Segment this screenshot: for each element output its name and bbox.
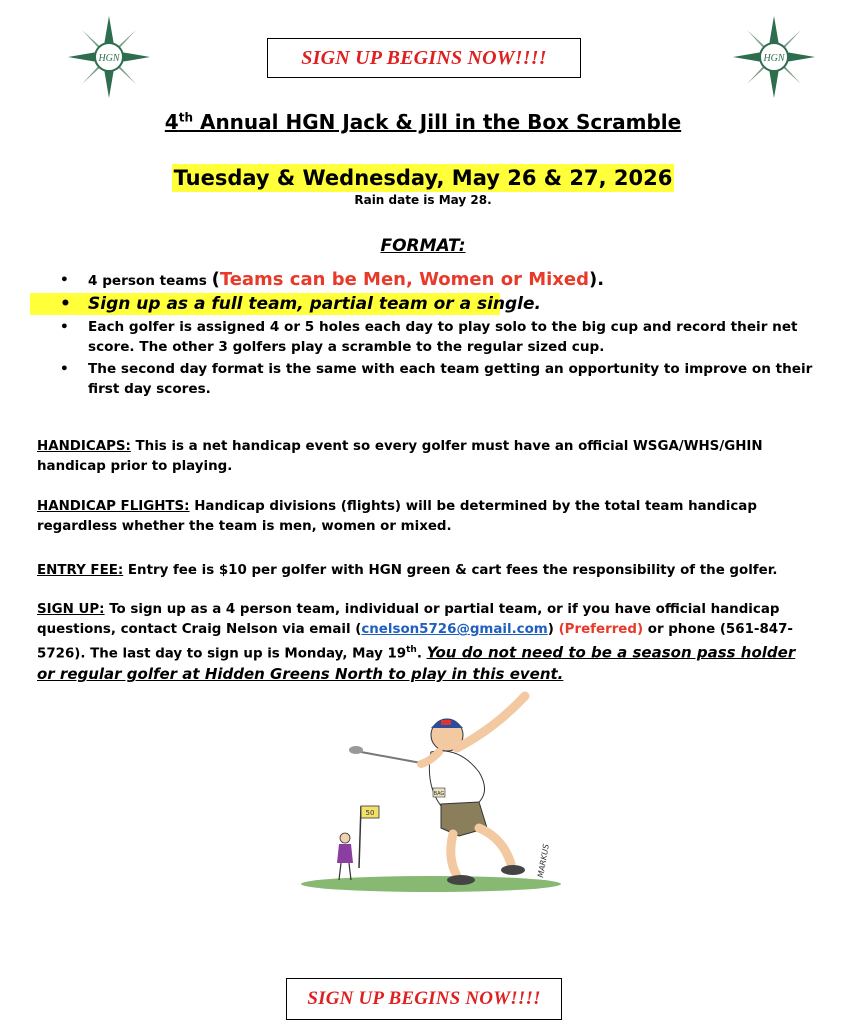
event-title: 4th Annual HGN Jack & Jill in the Box Scramble bbox=[164, 110, 682, 134]
list-item: • Each golfer is assigned 4 or 5 holes each day to play solo to the big cup and record their net score. The other 3 golfers play a scramble to the regular sized cup. bbox=[60, 319, 798, 355]
signup-banner-bottom: SIGN UP BEGINS NOW!!!! bbox=[286, 978, 562, 1020]
logo-text: HGN bbox=[763, 53, 785, 64]
rain-date: Rain date is May 28. bbox=[354, 193, 492, 207]
list-item: • 4 person teams (Teams can be Men, Women or Mixed). bbox=[60, 269, 605, 290]
left-leg bbox=[451, 834, 457, 876]
format-list bbox=[60, 270, 820, 401]
signup-section: SIGN UP: To sign up as a 4 person team, individual or partial team, or if you have official handicap questions, contact Craig Nelson via email (cnelson5726@gmail.com) (Preferred) or phone (561-847-5726). The last day to sign up is Monday, May 19th. You do not need to be a season pass holder or regular golfer at Hidden Greens North to play in this event. bbox=[37, 602, 796, 684]
hgn-compass-logo bbox=[68, 16, 150, 98]
svg-text:50: 50 bbox=[365, 809, 375, 817]
event-dates: Tuesday & Wednesday, May 26 & 27, 2026 bbox=[173, 166, 673, 190]
jill-head bbox=[340, 833, 350, 843]
svg-text:MARKUS: MARKUS bbox=[536, 843, 551, 879]
format-heading: FORMAT: bbox=[380, 236, 466, 256]
logo-text: HGN bbox=[98, 53, 120, 64]
handicaps-section: HANDICAPS: This is a net handicap event so every golfer must have an official WSGA/WHS/GHIN handicap prior to playing. bbox=[37, 439, 763, 474]
entry-fee-section: ENTRY FEE: Entry fee is $10 per golfer with HGN green & cart fees the responsibility of the golfer. bbox=[37, 563, 778, 578]
list-item: • Sign up as a full team, partial team or a single. bbox=[30, 293, 820, 315]
jill-dress bbox=[337, 844, 353, 863]
list-item: • The second day format is the same with each team getting an opportunity to improve on their first day scores. bbox=[60, 361, 813, 397]
flights-section: HANDICAP FLIGHTS: Handicap divisions (flights) will be determined by the total team handicap regardless whether the team is men, women or mixed. bbox=[37, 499, 757, 534]
hgn-compass-logo bbox=[733, 16, 815, 98]
signup-banner-top: SIGN UP BEGINS NOW!!!! bbox=[267, 38, 581, 78]
golfer-cartoon bbox=[281, 688, 565, 900]
grass bbox=[301, 876, 561, 892]
right-leg bbox=[479, 828, 511, 864]
raised-arm bbox=[457, 696, 525, 748]
golfer-shirt bbox=[429, 751, 484, 806]
golf-club bbox=[361, 752, 421, 763]
svg-text:BAG: BAG bbox=[433, 791, 445, 797]
email-link[interactable]: cnelson5726@gmail.com bbox=[361, 622, 548, 637]
